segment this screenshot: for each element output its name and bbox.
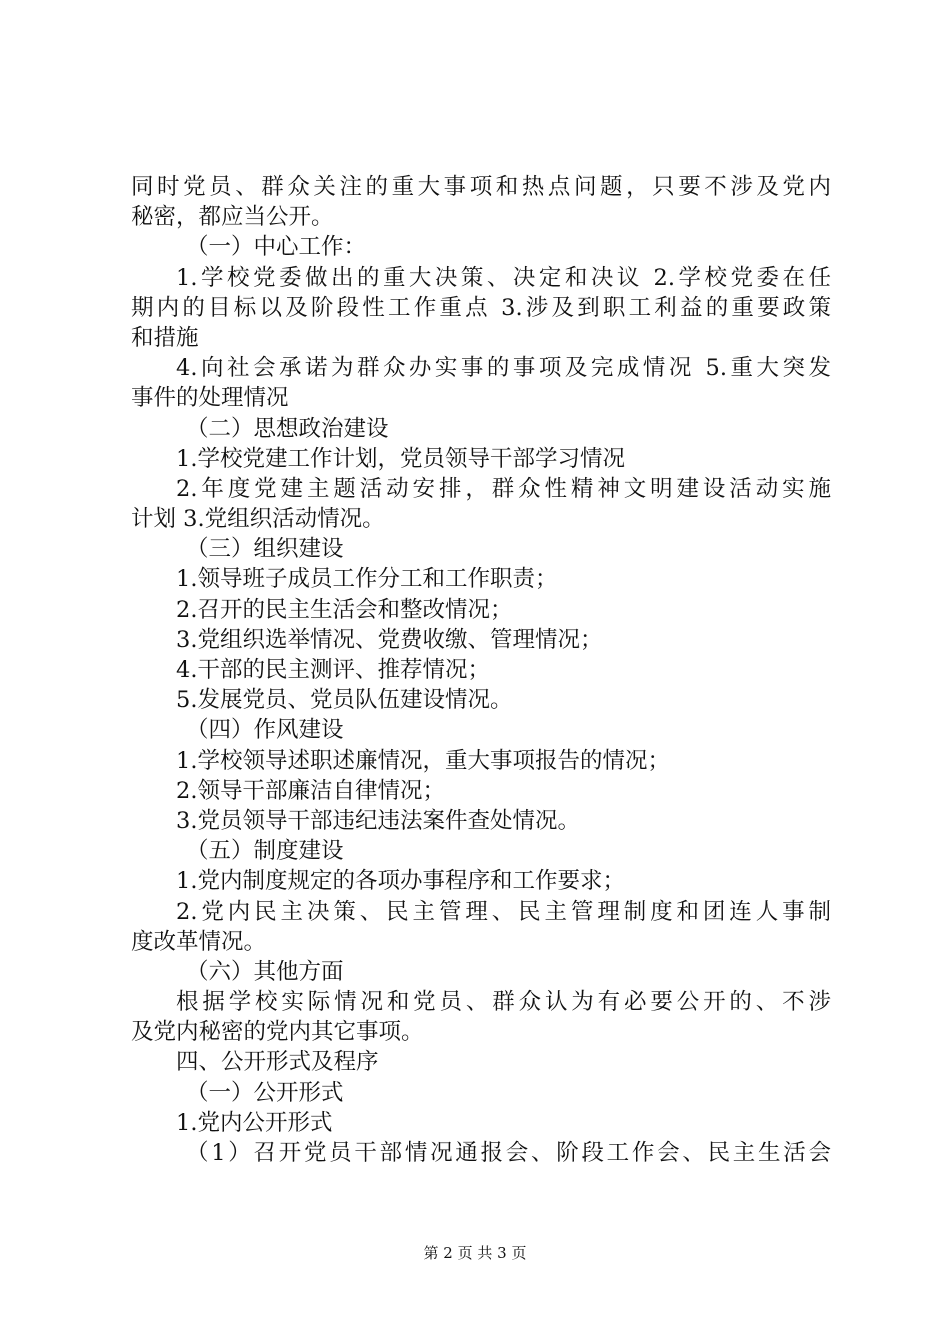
text-line: 2.年度党建主题活动安排，群众性精神文明建设活动实施 <box>176 475 831 502</box>
text-line: （一）公开形式 <box>186 1079 344 1106</box>
text-line: 1.学校党委做出的重大决策、决定和决议 2.学校党委在任 <box>176 264 831 291</box>
text-line: 1.领导班子成员工作分工和工作职责； <box>176 566 558 593</box>
text-line: 1.学校领导述职述廉情况，重大事项报告的情况； <box>176 747 670 774</box>
text-line: 2.党内民主决策、民主管理、民主管理制度和团连人事制 <box>176 898 831 925</box>
text-line: 四、公开形式及程序 <box>176 1049 379 1076</box>
text-line: 及党内秘密的党内其它事项。 <box>131 1019 424 1046</box>
text-line: （1）召开党员干部情况通报会、阶段工作会、民主生活会 <box>186 1140 831 1166</box>
text-line: 事件的处理情况 <box>131 385 289 412</box>
text-line: 秘密，都应当公开。 <box>131 204 334 231</box>
text-line: 1.党内制度规定的各项办事程序和工作要求； <box>176 868 625 895</box>
text-line: （二）思想政治建设 <box>186 415 389 442</box>
page-footer: 第 2 页 共 3 页 <box>423 1244 527 1262</box>
text-line: 1.党内公开形式 <box>176 1109 333 1136</box>
text-line: （三）组织建设 <box>186 536 344 563</box>
text-line: 4.向社会承诺为群众办实事的事项及完成情况 5.重大突发 <box>176 355 831 382</box>
text-line: 1.学校党建工作计划，党员领导干部学习情况 <box>176 445 625 472</box>
text-line: （六）其他方面 <box>186 958 344 985</box>
text-line: 计划 3.党组织活动情况。 <box>131 506 385 533</box>
text-line: 同时党员、群众关注的重大事项和热点问题，只要不涉及党内 <box>131 174 831 200</box>
document-body <box>131 172 831 1168</box>
text-line: （五）制度建设 <box>186 838 344 865</box>
text-line: 根据学校实际情况和党员、群众认为有必要公开的、不涉 <box>176 989 831 1016</box>
text-line: 4.干部的民主测评、推荐情况； <box>176 657 490 683</box>
text-line: （一）中心工作： <box>186 234 367 261</box>
text-line: 3.党组织选举情况、党费收缴、管理情况； <box>176 626 603 653</box>
text-line: 期内的目标以及阶段性工作重点 3.涉及到职工利益的重要政策 <box>131 294 831 321</box>
text-line: 3.党员领导干部违纪违法案件查处情况。 <box>176 807 580 834</box>
text-line: （四）作风建设 <box>186 717 344 744</box>
text-line: 5.发展党员、党员队伍建设情况。 <box>176 687 513 714</box>
text-line: 2.召开的民主生活会和整改情况； <box>176 596 513 623</box>
text-line: 度改革情况。 <box>131 928 267 955</box>
text-line: 2.领导干部廉洁自律情况； <box>176 777 445 804</box>
text-line: 和措施 <box>131 324 199 351</box>
